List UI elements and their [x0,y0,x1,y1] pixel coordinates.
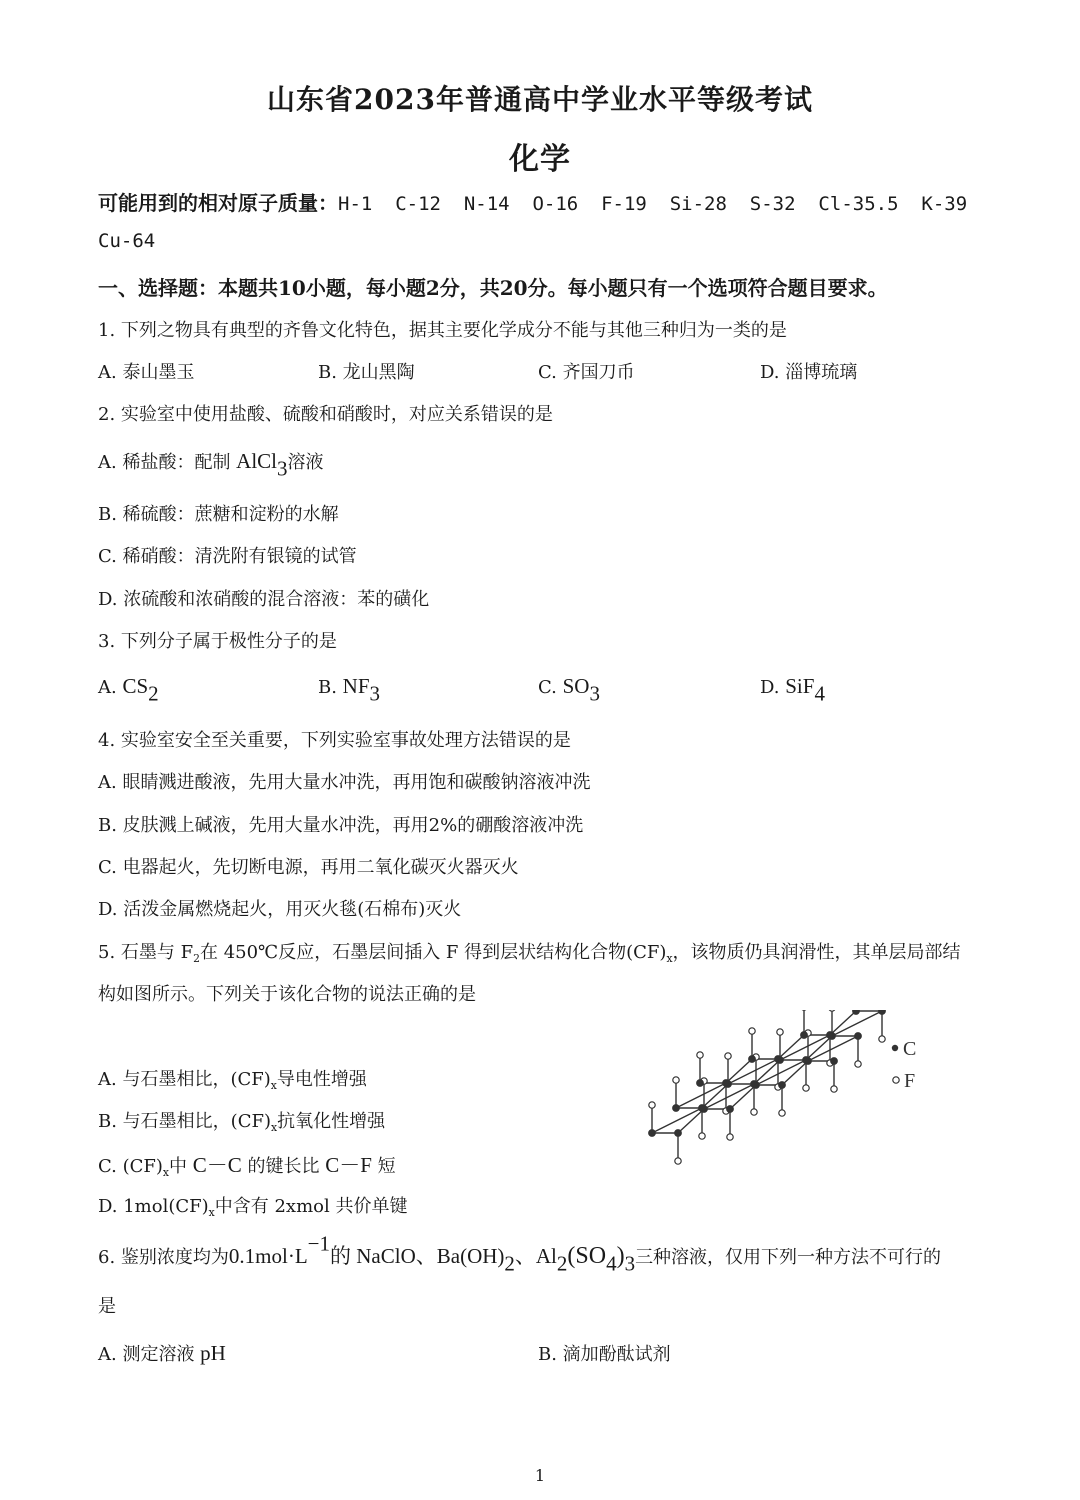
carbon-atom [853,1010,860,1014]
fluorine-atom [779,1110,785,1116]
fluorine-atom [879,1036,885,1042]
fluorine-atom [727,1134,733,1140]
cf-bond [830,1011,856,1035]
cf-layer-structure-figure [640,1010,940,1204]
subject-title: 化学 [509,142,571,177]
question-3-option-c: C. $SO_3$ [538,674,600,706]
carbon-atom [803,1057,810,1064]
question-4-option-d: D. 活泼金属燃烧起火，用灭火毯(石棉布)灭火 [98,899,462,920]
question-6-option-a: A. 测定溶液 pH [98,1341,226,1365]
atomic-mass-line [98,187,967,216]
question-2-option-d: D. 浓硫酸和浓硝酸的混合溶液：苯的磺化 [98,589,430,610]
carbon-atom [831,1058,838,1065]
carbon-atom [779,1082,786,1089]
carbon-atom [727,1106,734,1113]
atomic-mass-values-cont: Cu-64 [98,230,156,252]
legend-carbon-marker [892,1045,898,1051]
carbon-atom [749,1056,756,1063]
question-3-option-a: A. $CS_2$ [98,674,159,706]
cf-bond [806,1036,832,1060]
fluorine-atom [777,1029,783,1035]
fluorine-atom [699,1133,705,1139]
question-5-stem: 5. 石墨与 $F_2$在 450℃反应，石墨层间插入 F 得到层状结构化合物$(CF)_x$，该物质仍具润滑性，其单层局部结 [98,942,961,965]
question-5-option-d: D. $1mol(CF)_x$中含有 2xmol 共价单键 [98,1196,408,1219]
carbon-atom [673,1105,680,1112]
fluorine-atom [855,1061,861,1067]
cf-bond [754,1060,780,1084]
atomic-mass-label: 可能用到的相对原子质量： [98,191,338,215]
carbon-atom [675,1130,682,1137]
fluorine-atom [697,1052,703,1058]
fluorine-atom [673,1077,679,1083]
section-heading: 一、选择题：本题共10小题，每小题2分，共20分。每小题只有一个选项符合题目要求。 [98,276,888,300]
cf-bond [778,1035,804,1059]
fluorine-atom [649,1102,655,1108]
question-4-option-a: A. 眼睛溅进酸液，先用大量水冲洗，再用饱和碳酸钠溶液冲洗 [98,772,591,793]
carbon-atom [751,1081,758,1088]
question-6-option-b: B. 滴加酚酞试剂 [538,1344,671,1365]
atomic-mass-values: H-1 C-12 N-14 O-16 F-19 Si-28 S-32 Cl-35.5 K-39 [338,193,968,215]
question-4-stem: 4. 实验室安全至关重要，下列实验室事故处理方法错误的是 [98,730,571,751]
question-1-option-c: C. 齐国刀币 [538,362,635,383]
cf-bond [702,1084,728,1108]
cf-bond [726,1059,752,1083]
fluorine-atom [675,1158,681,1164]
carbon-atom [775,1056,782,1063]
legend-fluorine-label: F [904,1070,916,1092]
cf-structure-svg [640,1010,940,1200]
cf-bond [782,1061,808,1085]
fluorine-atom [725,1053,731,1059]
question-5-option-c: C. $(CF)_x$中 C－C 的键长比 C－F 短 [98,1153,396,1179]
question-1-option-d: D. 淄博琉璃 [760,362,858,383]
carbon-atom [801,1032,808,1039]
question-4-option-c: C. 电器起火，先切断电源，再用二氧化碳灭火器灭火 [98,857,519,878]
carbon-atom [827,1032,834,1039]
question-2-option-a: A. 稀盐酸：配制 AlCl$_3$溶液 [98,449,324,481]
carbon-atom [723,1080,730,1087]
question-6-stem-cont: 是 [98,1296,116,1317]
exam-title: 山东省2023年普通高中学业水平等级考试 [267,83,813,116]
question-2-option-c: C. 稀硝酸：清洗附有银镜的试管 [98,546,357,567]
question-3-option-d: D. SiF$_4$ [760,674,825,706]
page-number: 1 [534,1466,546,1485]
fluorine-atom [829,1010,835,1011]
fluorine-atom [831,1086,837,1092]
question-4-option-b: B. 皮肤溅上碱液，先用大量水冲洗，再用2%的硼酸溶液冲洗 [98,815,584,836]
question-1-option-b: B. 龙山黑陶 [318,362,415,383]
question-5-option-b: B. 与石墨相比，$(CF)_x$抗氧化性增强 [98,1111,386,1134]
carbon-atom [855,1033,862,1040]
cf-bond [678,1109,704,1133]
fluorine-atom [803,1085,809,1091]
legend-carbon-label: C [903,1038,917,1060]
legend-fluorine-marker [893,1077,899,1083]
cf-bond [730,1085,756,1109]
question-2-option-b: B. 稀硫酸：蔗糖和淀粉的水解 [98,504,339,525]
question-6-stem: 6. 鉴别浓度均为$0.1mol\cdot L^{-1}$的 NaClO、$Ba(OH)_2$、$Al_2(SO_4)_3$三种溶液，仅用下列一种方法不可行的 [98,1231,942,1276]
question-1-option-a: A. 泰山墨玉 [98,362,195,383]
question-1-stem: 1. 下列之物具有典型的齐鲁文化特色，据其主要化学成分不能与其他三种归为一类的是 [98,320,787,341]
question-3-option-b: B. $NF_3$ [318,674,381,706]
question-2-stem: 2. 实验室中使用盐酸、硫酸和硝酸时，对应关系错误的是 [98,404,553,425]
carbon-atom [879,1010,886,1014]
question-5-stem-cont: 构如图所示。下列关于该化合物的说法正确的是 [98,984,476,1005]
question-5-option-a: A. 与石墨相比，$(CF)_x$导电性增强 [98,1069,367,1092]
fluorine-atom [751,1109,757,1115]
carbon-atom [649,1130,656,1137]
question-3-stem: 3. 下列分子属于极性分子的是 [98,631,337,652]
carbon-atom [697,1080,704,1087]
fluorine-atom [749,1028,755,1034]
carbon-atom [699,1105,706,1112]
